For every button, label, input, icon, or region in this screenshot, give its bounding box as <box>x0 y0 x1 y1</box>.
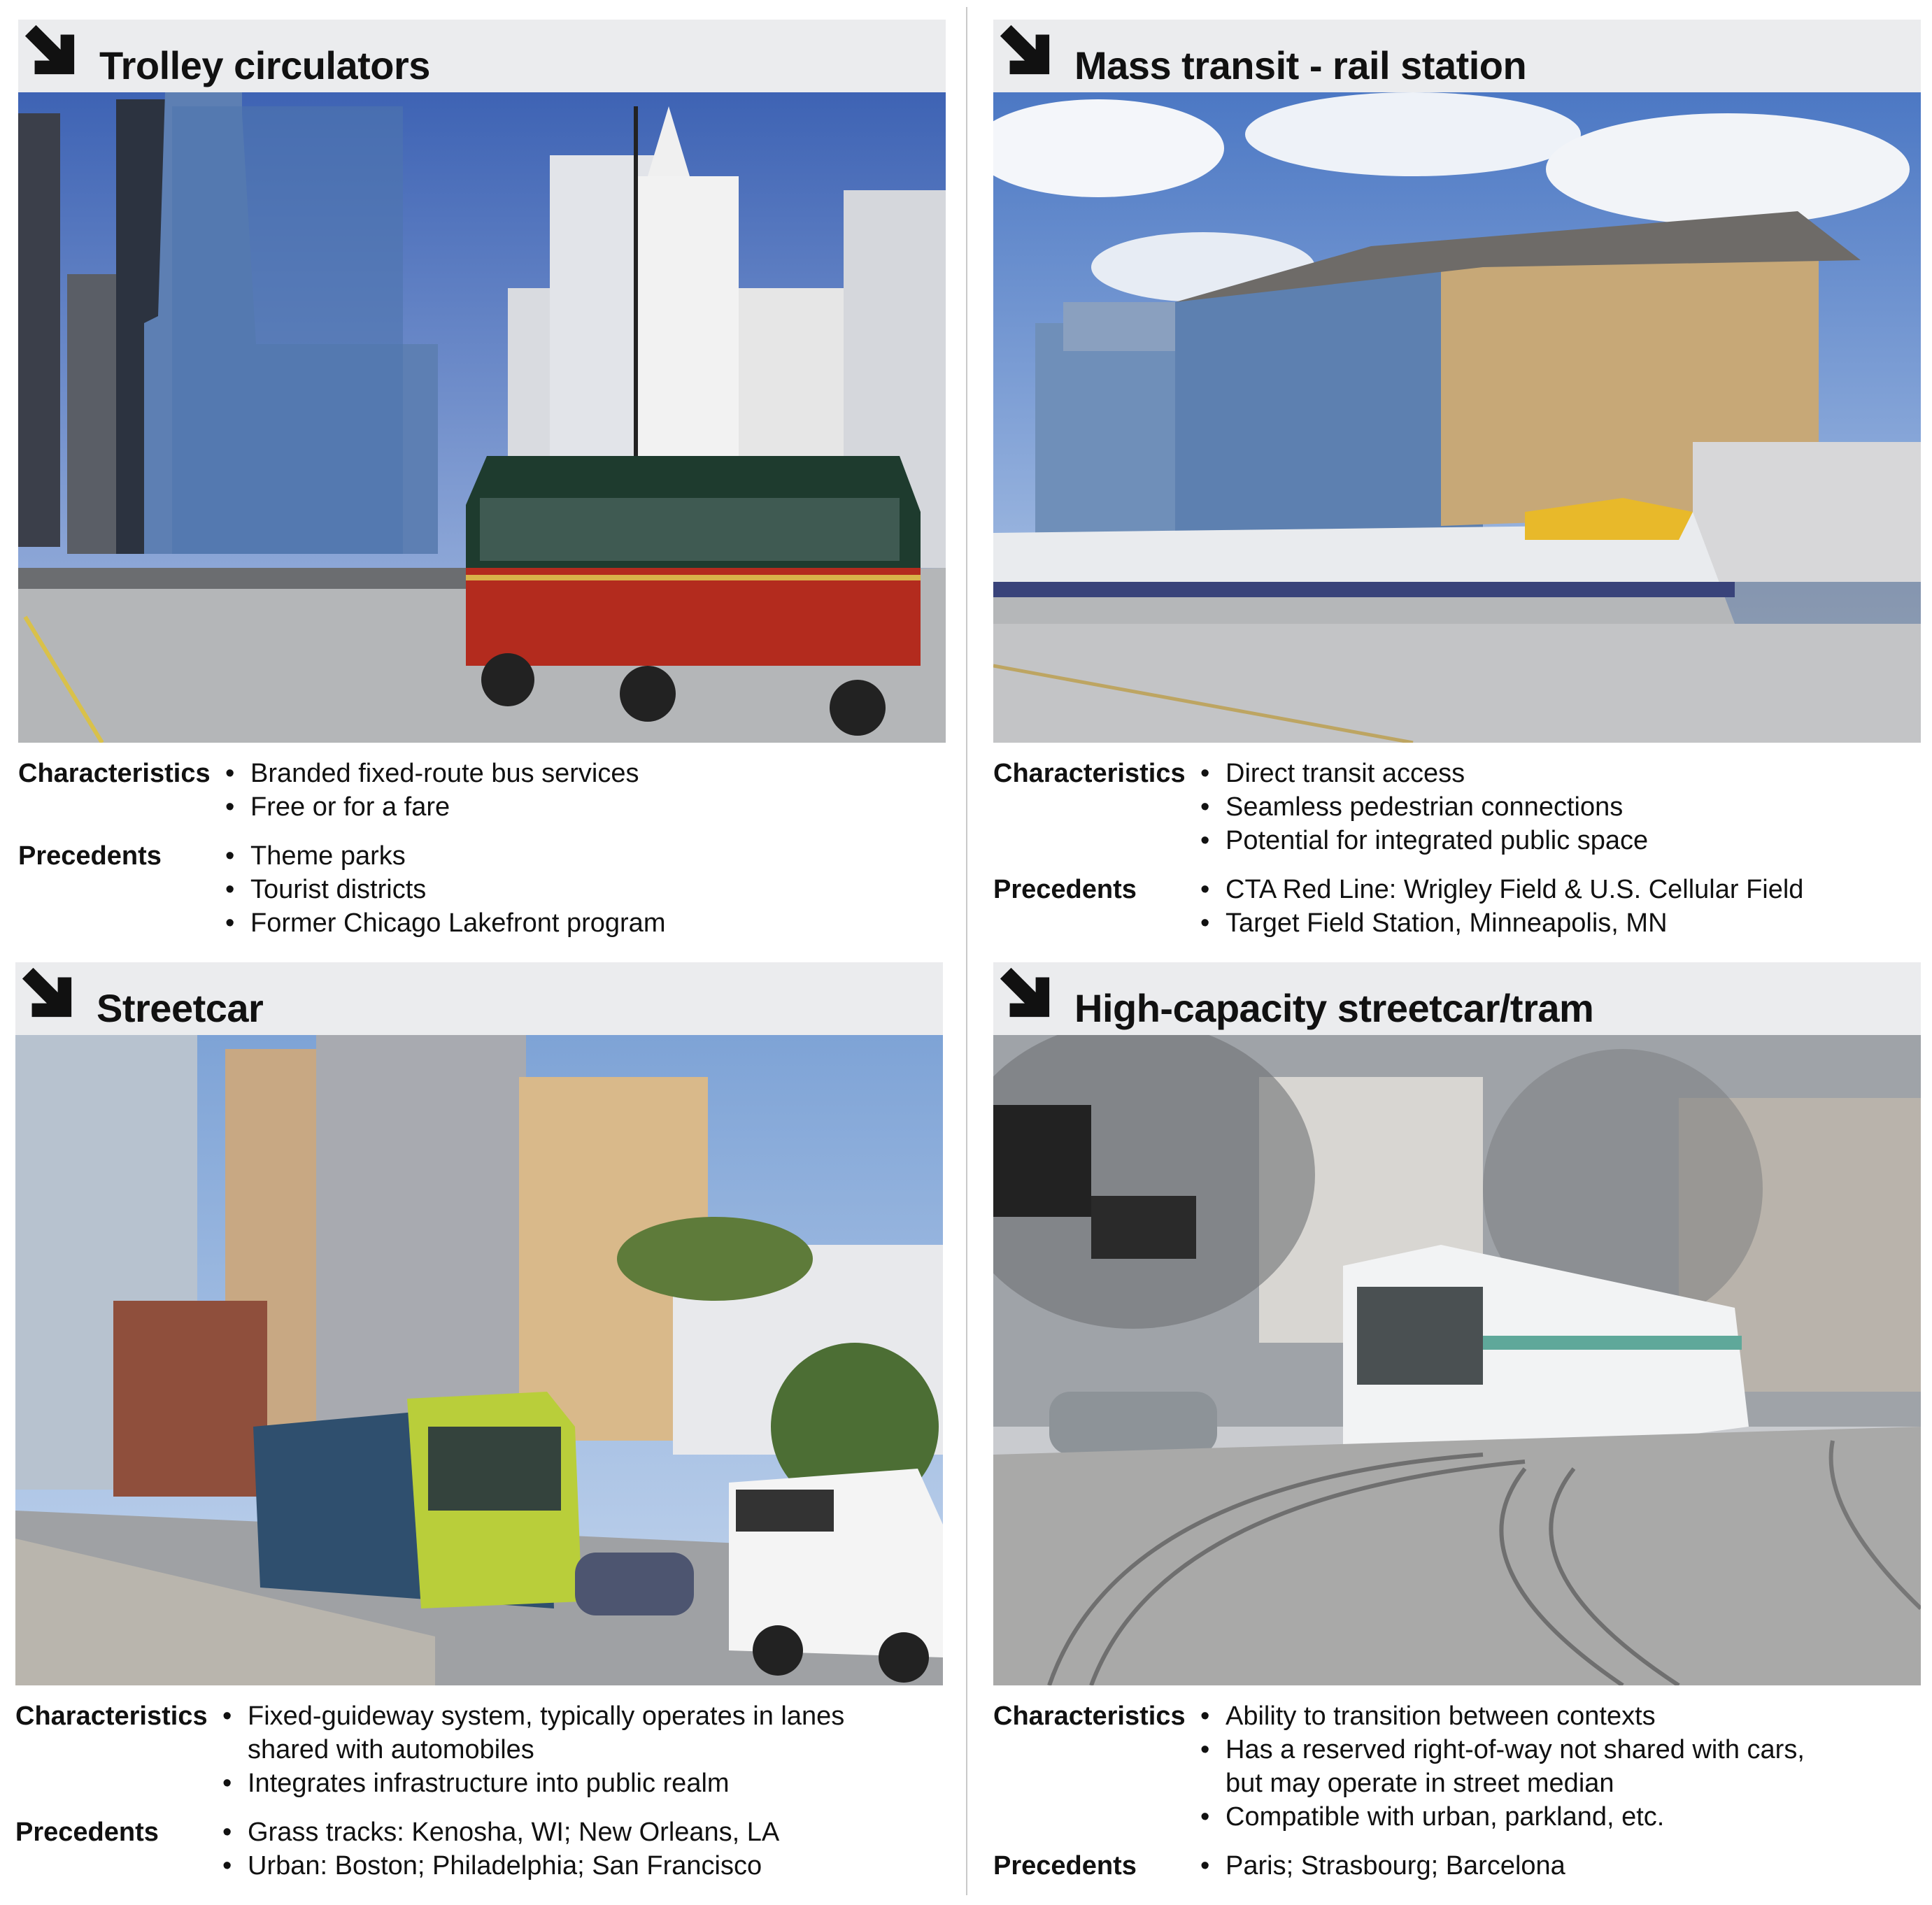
list-item: • Ability to transition between contexts <box>1200 1699 1805 1733</box>
panel-mass-transit-rail-station <box>993 20 1921 955</box>
arrow-down-right-icon <box>997 22 1052 77</box>
precedents-list <box>225 839 665 940</box>
info-section <box>15 1699 943 1883</box>
list-item: • Tourist districts <box>225 873 665 906</box>
arrow-down-right-icon <box>20 965 74 1020</box>
title-bar <box>15 962 943 1035</box>
panel-title: Streetcar <box>97 986 264 1030</box>
list-item: • Free or for a fare <box>225 790 639 824</box>
characteristics-row <box>993 757 1921 857</box>
panel-streetcar <box>15 962 943 1898</box>
characteristics-row <box>993 1699 1921 1834</box>
info-section <box>993 757 1921 940</box>
list-item: • Urban: Boston; Philadelphia; San Francisco <box>222 1849 779 1883</box>
list-item: • Branded fixed-route bus services <box>225 757 639 790</box>
list-item: • CTA Red Line: Wrigley Field & U.S. Cellular Field <box>1200 873 1803 906</box>
precedents-row <box>993 1849 1921 1883</box>
panel-trolley-circulators <box>18 20 946 955</box>
characteristics-label: Characteristics <box>18 759 211 788</box>
list-item: • Paris; Strasbourg; Barcelona <box>1200 1849 1565 1883</box>
list-item: • Target Field Station, Minneapolis, MN <box>1200 906 1803 940</box>
tram-photo <box>993 1035 1921 1685</box>
list-item-continued: shared with automobiles <box>248 1735 534 1764</box>
list-item: • Theme parks <box>225 839 665 873</box>
characteristics-list <box>1200 757 1648 857</box>
list-item: • Grass tracks: Kenosha, WI; New Orleans, LA <box>222 1815 779 1849</box>
title-bar <box>993 20 1921 92</box>
characteristics-list <box>1200 1699 1805 1834</box>
info-section <box>993 1699 1921 1883</box>
panel-title: High-capacity streetcar/tram <box>1074 986 1594 1030</box>
list-item: • Seamless pedestrian connections <box>1200 790 1648 824</box>
precedents-label: Precedents <box>993 1851 1137 1881</box>
column-divider <box>966 7 967 1895</box>
characteristics-list <box>225 757 639 824</box>
streetcar-photo <box>15 1035 943 1685</box>
characteristics-label: Characteristics <box>993 1701 1186 1731</box>
trolley-photo <box>18 92 946 743</box>
precedents-row <box>15 1815 943 1883</box>
precedents-label: Precedents <box>15 1818 159 1847</box>
precedents-row <box>18 839 946 940</box>
precedents-label: Precedents <box>18 841 162 871</box>
panel-title: Mass transit - rail station <box>1074 43 1527 87</box>
panel-title: Trolley circulators <box>99 43 430 87</box>
list-item: • Compatible with urban, parkland, etc. <box>1200 1800 1805 1834</box>
characteristics-list <box>222 1699 844 1800</box>
precedents-label: Precedents <box>993 875 1137 904</box>
panel-high-capacity-streetcar-tram <box>993 962 1921 1898</box>
arrow-down-right-icon <box>997 965 1052 1020</box>
precedents-row <box>993 873 1921 940</box>
list-item: • Has a reserved right-of-way not shared with cars, <box>1200 1733 1805 1767</box>
characteristics-row <box>15 1699 943 1800</box>
characteristics-row <box>18 757 946 824</box>
precedents-list <box>1200 873 1803 940</box>
list-item: • Fixed-guideway system, typically operates in lanes <box>222 1699 844 1733</box>
precedents-list <box>1200 1849 1565 1883</box>
list-item: • Former Chicago Lakefront program <box>225 906 665 940</box>
characteristics-label: Characteristics <box>993 759 1186 788</box>
list-item: • Potential for integrated public space <box>1200 824 1648 857</box>
list-item: • Direct transit access <box>1200 757 1648 790</box>
arrow-down-right-icon <box>22 22 77 77</box>
list-item-continued: but may operate in street median <box>1226 1769 1614 1798</box>
title-bar <box>993 962 1921 1035</box>
list-item: • Integrates infrastructure into public realm <box>222 1767 844 1800</box>
rail-station-photo <box>993 92 1921 743</box>
info-section <box>18 757 946 940</box>
precedents-list <box>222 1815 779 1883</box>
title-bar <box>18 20 946 92</box>
characteristics-label: Characteristics <box>15 1701 208 1731</box>
